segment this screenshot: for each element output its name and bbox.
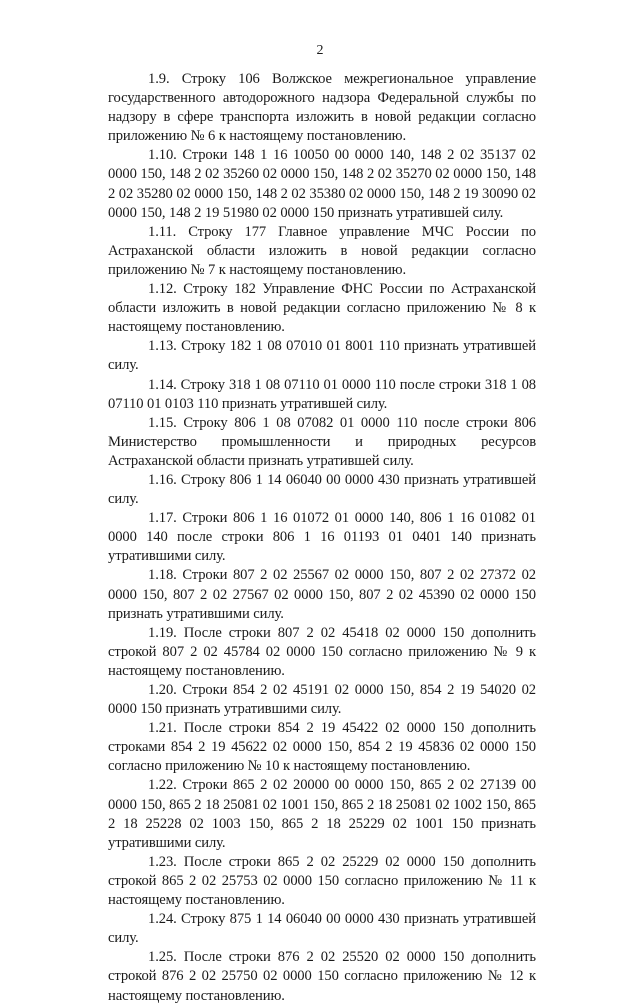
paragraph-1-14: 1.14. Строку 318 1 08 07110 01 0000 110 после строки 318 1 08 07110 01 0103 110 признать утратившей силу. bbox=[108, 376, 536, 412]
page-number: 2 bbox=[316, 43, 324, 58]
paragraph-1-19: 1.19. После строки 807 2 02 45418 02 0000 150 дополнить строкой 807 2 02 45784 02 0000 150 согласно приложению № 9 к настоящему постановлению. bbox=[108, 624, 536, 679]
paragraph-1-17: 1.17. Строки 806 1 16 01072 01 0000 140, 806 1 16 01082 01 0000 140 после строки 806 1 16 01193 01 0401 140 признать утратившими силу. bbox=[108, 510, 536, 565]
paragraph-1-11: 1.11. Строку 177 Главное управление МЧС России по Астраханской области изложить в новой редакции согласно приложению № 7 к настоящему постановлению. bbox=[108, 223, 536, 278]
paragraph-1-22: 1.22. Строки 865 2 02 20000 00 0000 150, 865 2 02 27139 00 0000 150, 865 2 18 25081 02 1001 150, 865 2 18 25081 02 1002 150, 865 2 18 25228 02 1003 150, 865 2 18 25229 02 1001 150 признать утратившими силу. bbox=[108, 777, 536, 851]
paragraph-1-24: 1.24. Строку 875 1 14 06040 00 0000 430 признать утратившей силу. bbox=[108, 911, 536, 947]
paragraph-1-21: 1.21. После строки 854 2 19 45422 02 0000 150 дополнить строками 854 2 19 45622 02 0000 150, 854 2 19 45836 02 0000 150 согласно приложению № 10 к настоящему постановлению. bbox=[108, 720, 536, 775]
paragraph-1-16: 1.16. Строку 806 1 14 06040 00 0000 430 признать утратившей силу. bbox=[108, 471, 536, 508]
paragraph-1-9: 1.9. Строку 106 Волжское межрегиональное управление государственного автодорожного надзора Федеральной службы по надзору в сфере транспорта изложить в новой редакции согласно приложению № 6 к настоящему постановлению. bbox=[108, 71, 536, 145]
paragraph-1-10: 1.10. Строки 148 1 16 10050 00 0000 140, 148 2 02 35137 02 0000 150, 148 2 02 35260 02 0000 150, 148 2 02 35270 02 0000 150, 148 2 02 35280 02 0000 150, 148 2 02 35380 02 0000 150, 148 2 19 30090 02 0000 150, 148 2 19 51980 02 0000 150 признать утратившей силу. bbox=[108, 147, 536, 221]
paragraph-1-15: 1.15. Строку 806 1 08 07082 01 0000 110 после строки 806 Министерство промышленности и природных ресурсов Астраханской области признать утратившей силу. bbox=[108, 414, 536, 469]
paragraph-1-23: 1.23. После строки 865 2 02 25229 02 0000 150 дополнить строкой 865 2 02 25753 02 0000 150 согласно приложению № 11 к настоящему постановлению. bbox=[108, 853, 536, 909]
paragraph-1-13: 1.13. Строку 182 1 08 07010 01 8001 110 признать утратившей силу. bbox=[108, 338, 536, 374]
document-body bbox=[108, 70, 536, 1006]
paragraph-1-25: 1.25. После строки 876 2 02 25520 02 0000 150 дополнить строкой 876 2 02 25750 02 0000 150 согласно приложению № 12 к настоящему постановлению. bbox=[108, 949, 536, 1004]
paragraph-1-20: 1.20. Строки 854 2 02 45191 02 0000 150, 854 2 19 54020 02 0000 150 признать утратившими силу. bbox=[108, 682, 536, 718]
paragraph-1-12: 1.12. Строку 182 Управление ФНС России по Астраханской области изложить в новой редакции согласно приложению № 8 к настоящему постановлению. bbox=[108, 281, 536, 336]
paragraph-1-18: 1.18. Строки 807 2 02 25567 02 0000 150, 807 2 02 27372 02 0000 150, 807 2 02 27567 02 0000 150, 807 2 02 45390 02 0000 150 признать утратившими силу. bbox=[108, 567, 536, 622]
